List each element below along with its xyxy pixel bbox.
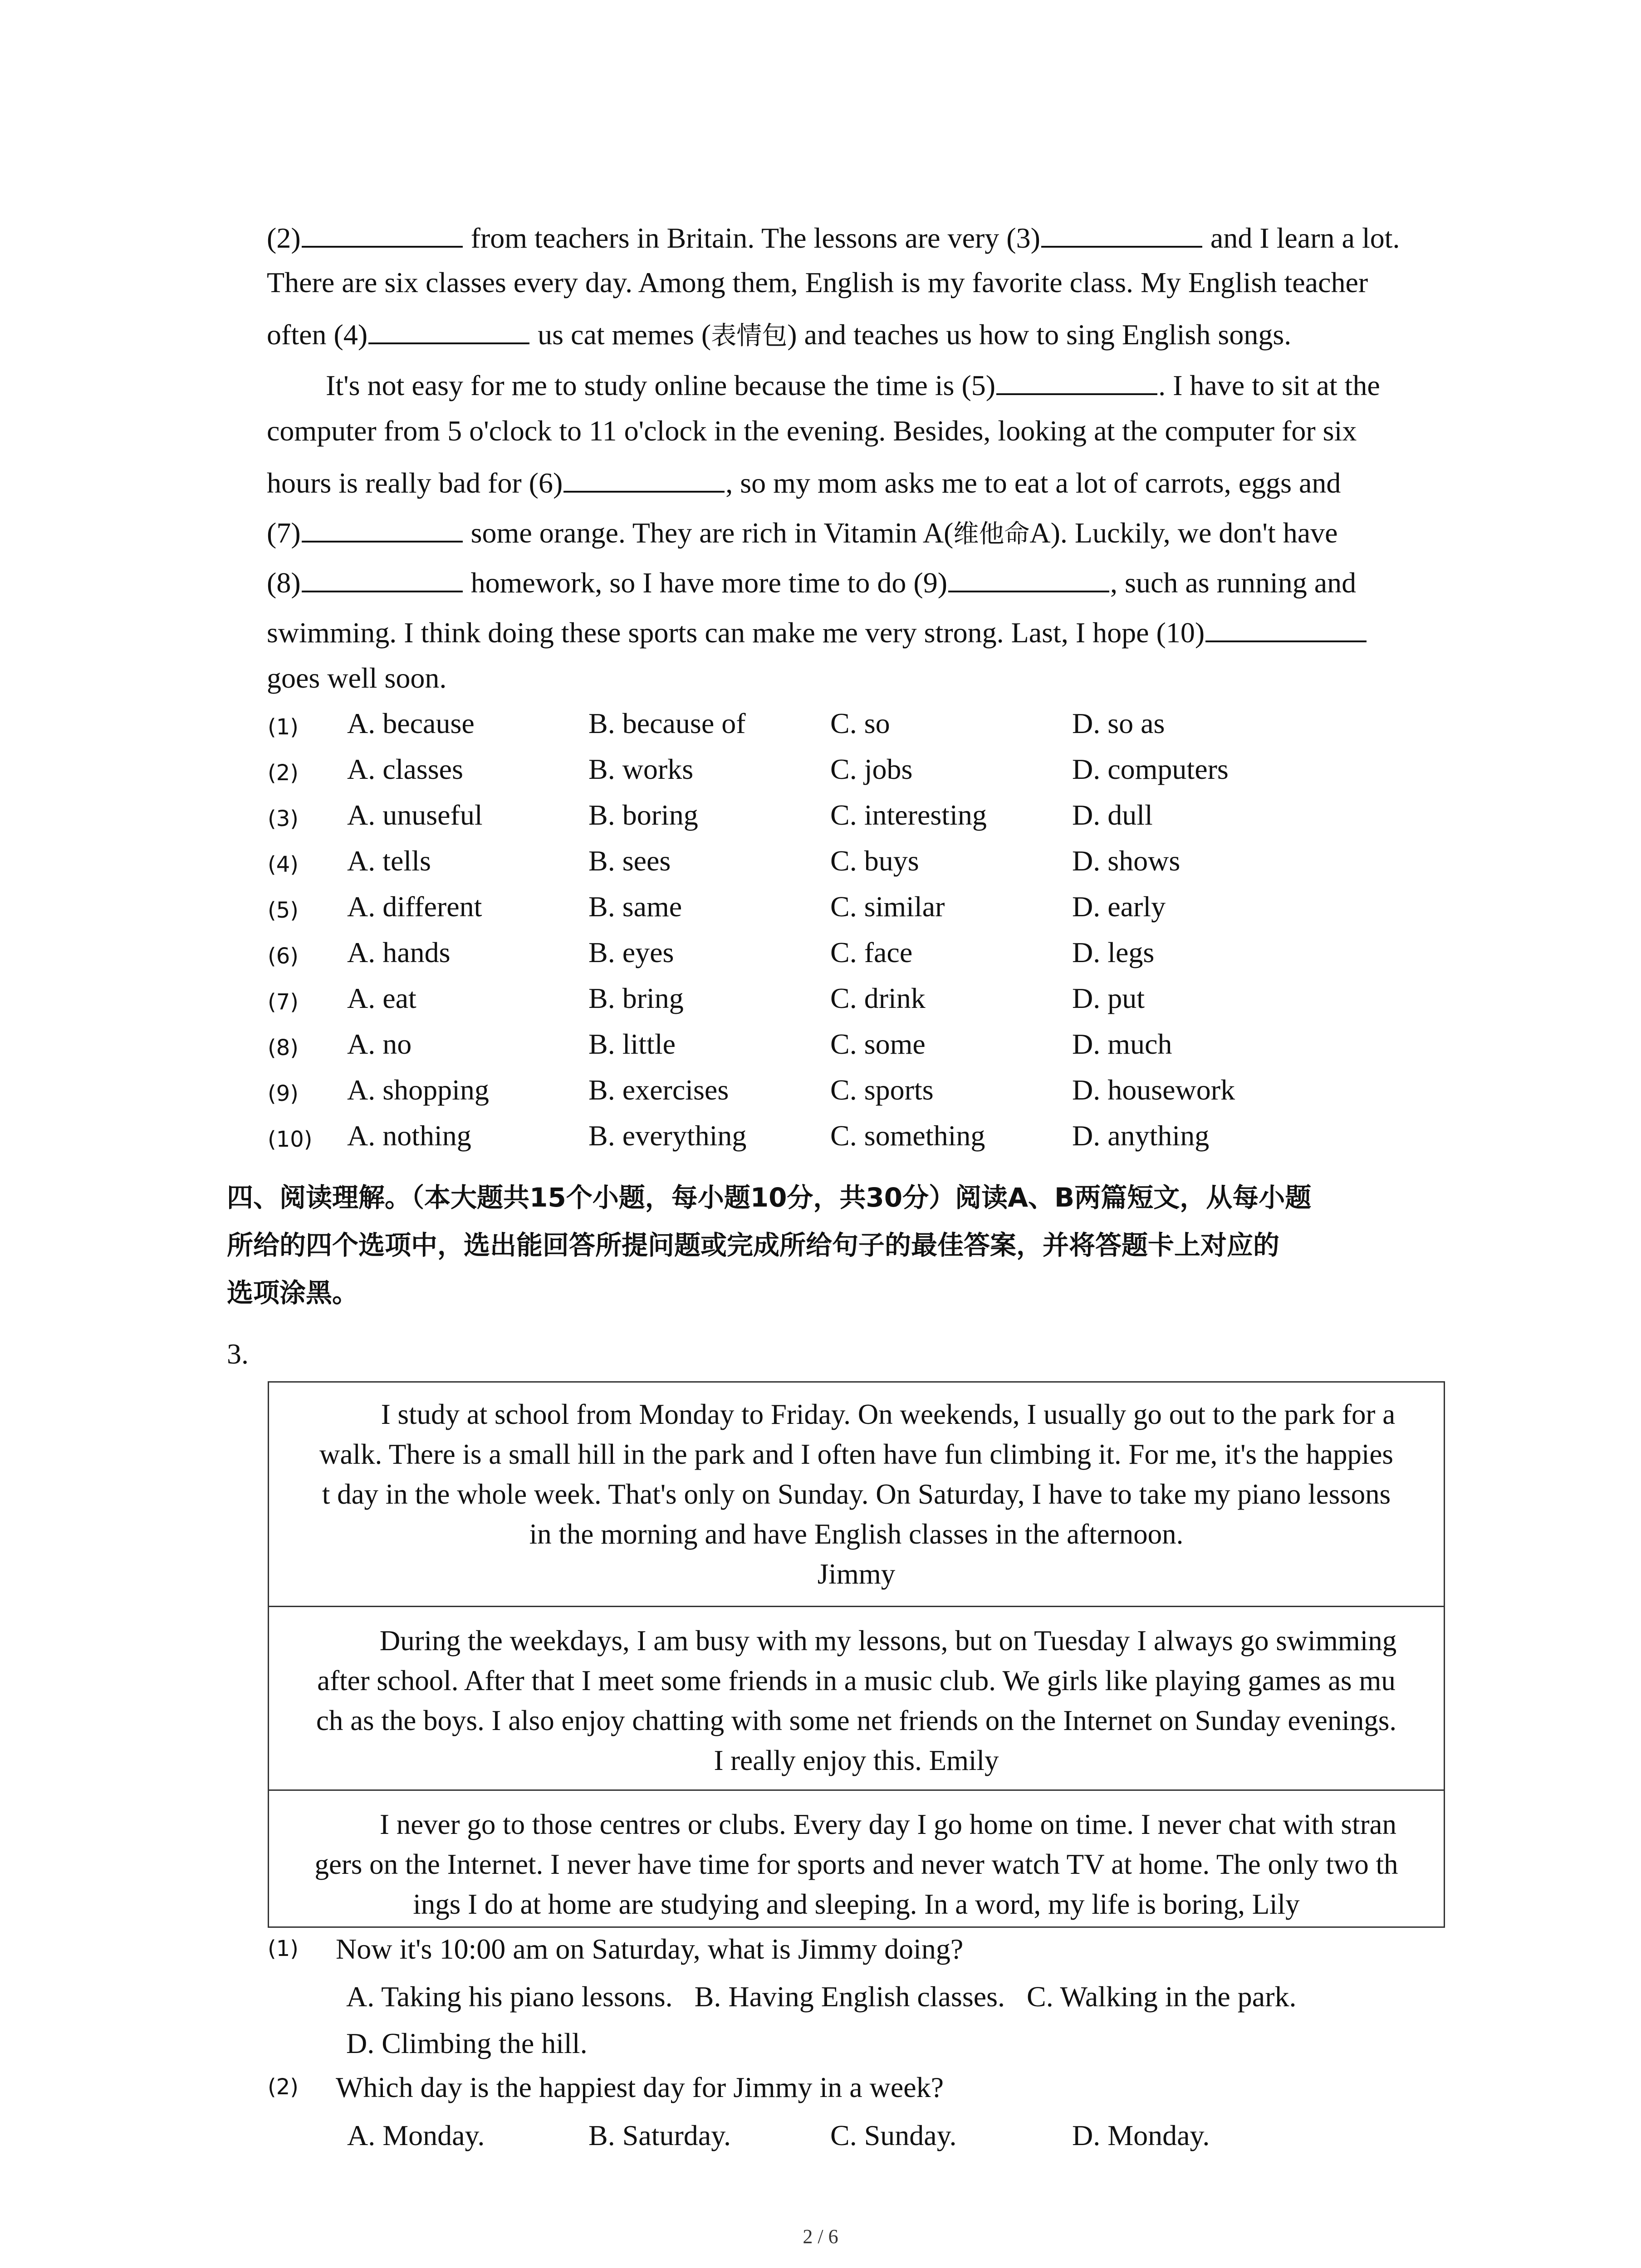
option-c: C. jobs	[830, 753, 913, 785]
option-number: (4)	[268, 852, 299, 877]
passage-line: often (4) us cat memes (表情包) and teaches us how to sing English songs.	[267, 314, 1291, 354]
option-a: A. different	[347, 890, 482, 923]
option-a: A. eat	[347, 982, 416, 1014]
option-a: A. no	[347, 1028, 412, 1060]
blank-4	[368, 314, 529, 344]
text-line: ings I do at home are studying and sleeping. In a word, my life is boring, Lily	[413, 1888, 1300, 1920]
text-line: During the weekdays, I am busy with my lessons, but on Tuesday I always go swimming	[379, 1625, 1397, 1657]
answer-option: D. Climbing the hill.	[346, 2027, 588, 2059]
text-line: ch as the boys. I also enjoy chatting with some net friends on the Internet on Sunday evenings.	[316, 1705, 1397, 1736]
option-d: D. shows	[1072, 845, 1181, 877]
option-b: B. because of	[588, 707, 746, 739]
passage-line: There are six classes every day. Among them, English is my favorite class. My English teacher	[267, 266, 1368, 298]
option-number: (6)	[268, 943, 299, 969]
option-number: (1)	[268, 714, 299, 740]
option-a: A. nothing	[347, 1119, 471, 1152]
option-b: B. same	[588, 890, 682, 923]
option-d: D. housework	[1072, 1074, 1235, 1106]
text-line: t day in the whole week. That's only on Sunday. On Saturday, I have to take my piano lessons	[322, 1478, 1391, 1510]
passage-line: (2) from teachers in Britain. The lessons are very (3) and I learn a lot.	[267, 218, 1400, 256]
reading-table	[268, 1381, 1445, 1928]
option-c: C. something	[830, 1119, 985, 1152]
option-number: (9)	[268, 1081, 299, 1106]
option-b: B. little	[588, 1028, 676, 1060]
option-number: (8)	[268, 1035, 299, 1061]
option-number: (7)	[268, 989, 299, 1015]
blank-10	[1205, 612, 1367, 642]
text-line: walk. There is a small hill in the park and I often have fun climbing it. For me, it's the happies	[319, 1438, 1393, 1470]
text-line: I never go to those centres or clubs. Every day I go home on time. I never chat with stran	[379, 1809, 1397, 1840]
option-c: C. so	[830, 707, 890, 739]
text-line: after school. After that I meet some friends in a music club. We girls like playing games as mu	[317, 1665, 1396, 1696]
answer-option: D. Monday.	[1072, 2119, 1210, 2151]
option-b: B. boring	[588, 799, 698, 831]
text-line: I study at school from Monday to Friday. On weekends, I usually go out to the park for a	[381, 1398, 1396, 1430]
question-text: Now it's 10:00 am on Saturday, what is Jimmy doing?	[336, 1933, 964, 1965]
passage-line: hours is really bad for (6) , so my mom asks me to eat a lot of carrots, eggs and	[267, 463, 1341, 501]
answer-option: B. Saturday.	[588, 2119, 731, 2151]
question-number: (2)	[268, 2074, 299, 2100]
option-number: (3)	[268, 806, 299, 831]
passage-line: goes well soon.	[267, 662, 447, 694]
option-c: C. sports	[830, 1074, 934, 1106]
blank-8	[302, 562, 463, 592]
blank-3	[1041, 218, 1202, 248]
passage-line: It's not easy for me to study online because the time is (5) . I have to sit at the	[326, 365, 1380, 404]
option-b: B. exercises	[588, 1074, 729, 1106]
signature: Jimmy	[817, 1558, 896, 1590]
option-b: B. sees	[588, 845, 671, 877]
option-a: A. because	[347, 707, 475, 739]
passage-line: (8) homework, so I have more time to do (9) , such as running and	[267, 562, 1356, 601]
reading-cell-jimmy	[269, 1383, 1444, 1607]
option-b: B. bring	[588, 982, 684, 1014]
option-c: C. buys	[830, 845, 919, 877]
blank-7	[302, 513, 463, 543]
reading-cell-emily	[269, 1607, 1444, 1791]
option-number: (10)	[268, 1127, 313, 1152]
blank-5	[996, 365, 1157, 395]
reading-cell-lily	[269, 1791, 1444, 1926]
question-text: Which day is the happiest day for Jimmy in a week?	[336, 2071, 944, 2103]
option-b: B. everything	[588, 1119, 747, 1152]
answer-options: A. Taking his piano lessons. B. Having English classes. C. Walking in the park.	[346, 1980, 1297, 2013]
option-a: A. unuseful	[347, 799, 483, 831]
option-b: B. eyes	[588, 936, 674, 968]
answer-option: A. Monday.	[347, 2119, 485, 2151]
option-d: D. legs	[1072, 936, 1155, 968]
section-heading: 所给的四个选项中，选出能回答所提问题或完成所给句子的最佳答案，并将答题卡上对应的	[227, 1230, 1280, 1261]
option-c: C. drink	[830, 982, 926, 1014]
option-number: (5)	[268, 898, 299, 923]
option-a: A. classes	[347, 753, 463, 785]
option-d: D. much	[1072, 1028, 1172, 1060]
page-number: 2 / 6	[803, 2225, 838, 2248]
section-heading: 四、阅读理解。（本大题共15个小题，每小题10分，共30分）阅读A、B两篇短文，从每小题	[227, 1182, 1312, 1213]
option-d: D. so as	[1072, 707, 1165, 739]
text-line: gers on the Internet. I never have time for sports and never watch TV at home. The only two th	[314, 1848, 1398, 1880]
question-number: 3.	[227, 1338, 249, 1370]
text-line: in the morning and have English classes in the afternoon.	[529, 1518, 1184, 1550]
passage-line: computer from 5 o'clock to 11 o'clock in the evening. Besides, looking at the computer for six	[267, 415, 1357, 447]
answer-option: C. Sunday.	[830, 2119, 957, 2151]
option-c: C. face	[830, 936, 913, 968]
section-heading: 选项涂黑。	[227, 1277, 359, 1308]
option-number: (2)	[268, 760, 299, 786]
blank-9	[948, 562, 1109, 592]
blank-2	[302, 218, 463, 248]
option-d: D. early	[1072, 890, 1166, 923]
option-c: C. some	[830, 1028, 926, 1060]
option-d: D. anything	[1072, 1119, 1210, 1152]
option-a: A. hands	[347, 936, 451, 968]
question-number: (1)	[268, 1936, 299, 1961]
option-d: D. put	[1072, 982, 1145, 1014]
option-d: D. dull	[1072, 799, 1153, 831]
option-c: C. interesting	[830, 799, 987, 831]
option-a: A. shopping	[347, 1074, 489, 1106]
option-d: D. computers	[1072, 753, 1229, 785]
option-a: A. tells	[347, 845, 431, 877]
text-line: I really enjoy this. Emily	[714, 1745, 999, 1776]
passage-line: (7) some orange. They are rich in Vitamin A(维他命A). Luckily, we don't have	[267, 513, 1338, 552]
option-c: C. similar	[830, 890, 945, 923]
passage-line: swimming. I think doing these sports can make me very strong. Last, I hope (10)	[267, 612, 1367, 651]
option-b: B. works	[588, 753, 694, 785]
blank-6	[563, 463, 725, 493]
